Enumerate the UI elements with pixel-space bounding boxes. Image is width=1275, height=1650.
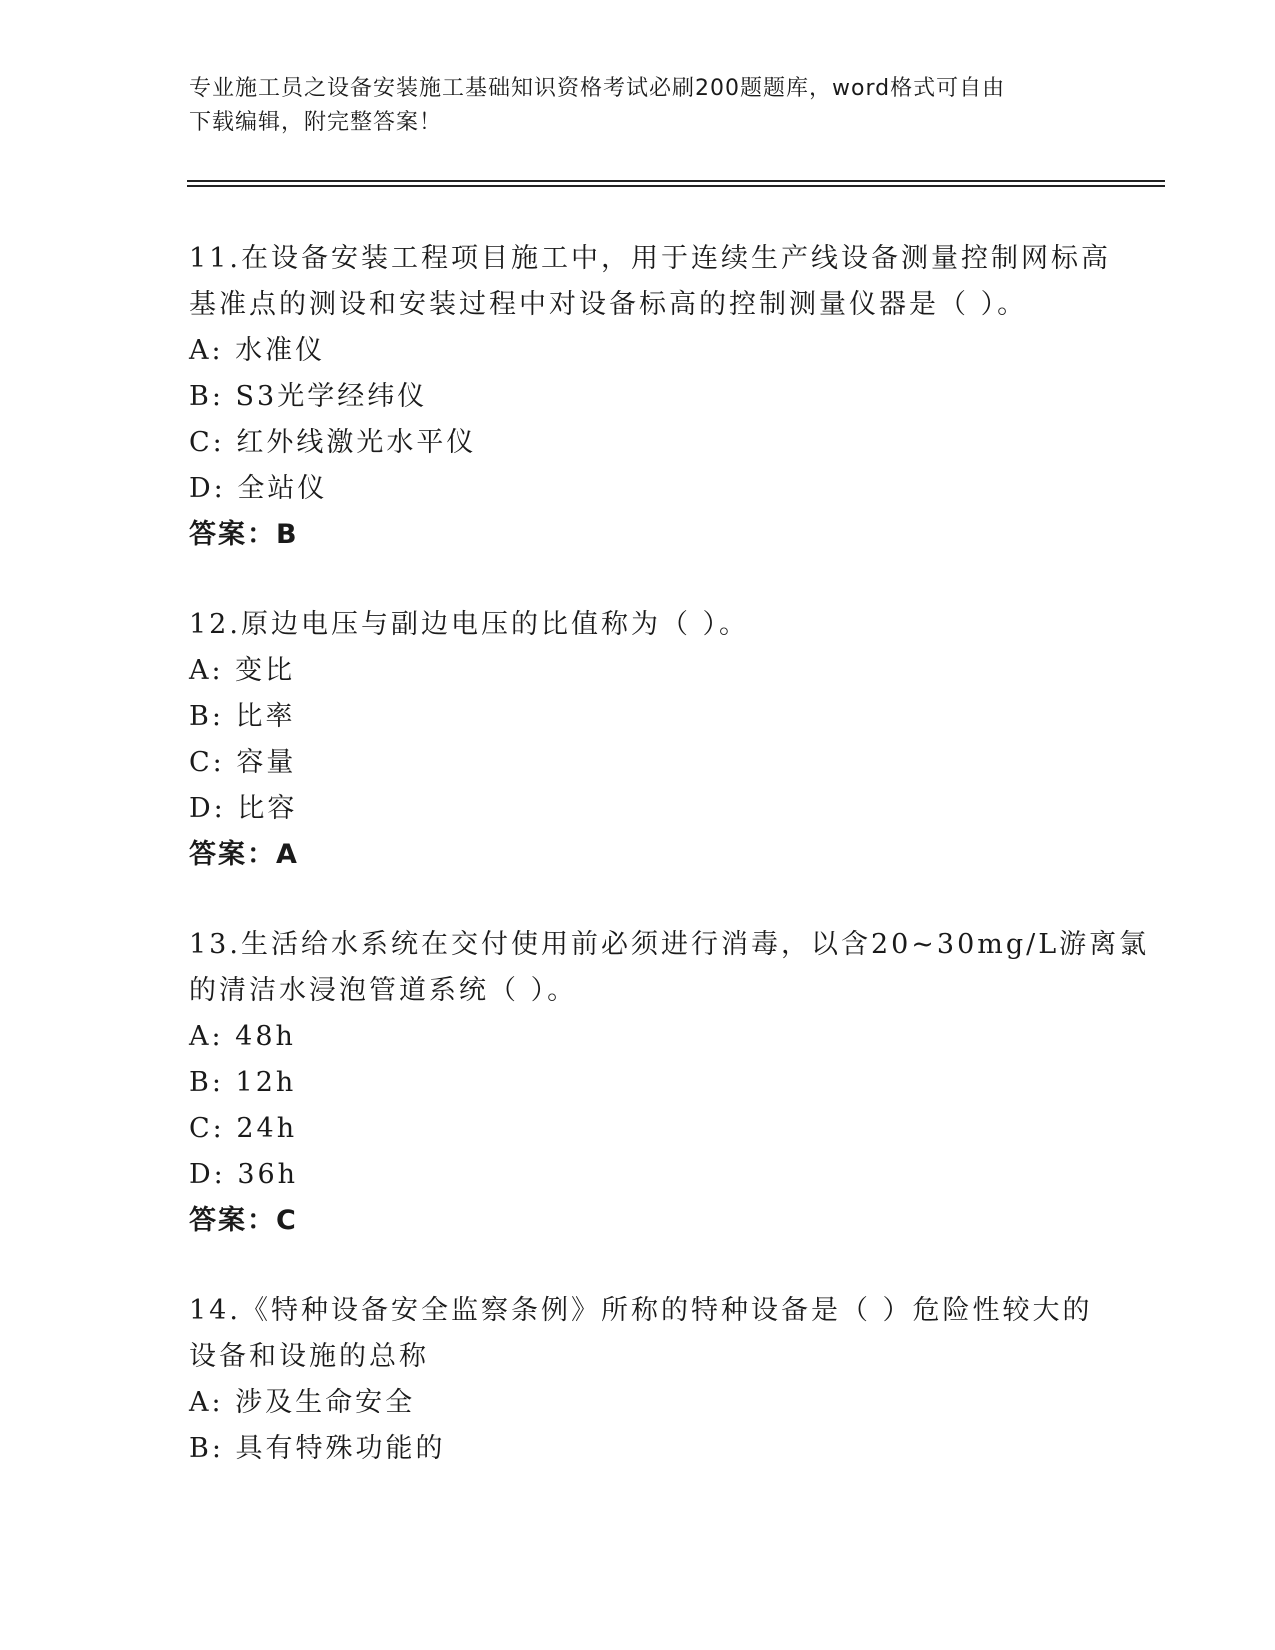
question-12 <box>189 602 1089 878</box>
option-a: A: 48h <box>189 1021 296 1052</box>
option-a: A: 涉及生命安全 <box>189 1387 416 1418</box>
header-line: 下载编辑，附完整答案！ <box>189 110 443 135</box>
option-d: D: 36h <box>189 1159 299 1190</box>
question-stem-line: 11.在设备安装工程项目施工中，用于连续生产线设备测量控制网标高 <box>189 243 1111 274</box>
question-13 <box>189 922 1150 1244</box>
question-stem-line: 13.生活给水系统在交付使用前必须进行消毒，以含20~30mg/L游离氯 <box>189 929 1150 960</box>
option-d: D: 比容 <box>189 793 298 824</box>
option-a: A: 变比 <box>189 655 296 686</box>
question-stem-line: 14.《特种设备安全监察条例》所称的特种设备是（ ）危险性较大的 <box>189 1295 1093 1326</box>
question-stem-line: 设备和设施的总称 <box>189 1341 429 1372</box>
question-stem <box>189 236 1111 328</box>
question-stem-line: 基准点的测设和安装过程中对设备标高的控制测量仪器是（ ）。 <box>189 289 1028 320</box>
question-list <box>189 236 1150 1516</box>
question-stem <box>189 922 1150 1014</box>
option-c: C: 24h <box>189 1113 298 1144</box>
question-stem <box>189 1288 1093 1380</box>
answer: 答案：A <box>189 839 299 870</box>
answer: 答案：B <box>189 519 299 550</box>
option-c: C: 容量 <box>189 747 297 778</box>
option-c: C: 红外线激光水平仪 <box>189 427 477 458</box>
option-d: D: 全站仪 <box>189 473 328 504</box>
question-stem <box>189 602 1089 648</box>
header-line: 专业施工员之设备安装施工基础知识资格考试必刷200题题库，word格式可自由 <box>189 76 1006 101</box>
option-b: B: S3光学经纬仪 <box>189 381 428 412</box>
question-stem-line: 的清洁水浸泡管道系统（ ）。 <box>189 975 578 1006</box>
question-11 <box>189 236 1111 558</box>
option-b: B: 比率 <box>189 701 296 732</box>
answer: 答案：C <box>189 1205 298 1236</box>
page-header <box>189 72 1089 140</box>
header-divider <box>187 180 1165 182</box>
option-b: B: 12h <box>189 1067 297 1098</box>
question-14 <box>189 1288 1093 1472</box>
option-a: A: 水准仪 <box>189 335 326 366</box>
header-divider <box>187 185 1165 187</box>
question-stem-line: 12.原边电压与副边电压的比值称为（ ）。 <box>189 609 750 640</box>
option-b: B: 具有特殊功能的 <box>189 1433 446 1464</box>
